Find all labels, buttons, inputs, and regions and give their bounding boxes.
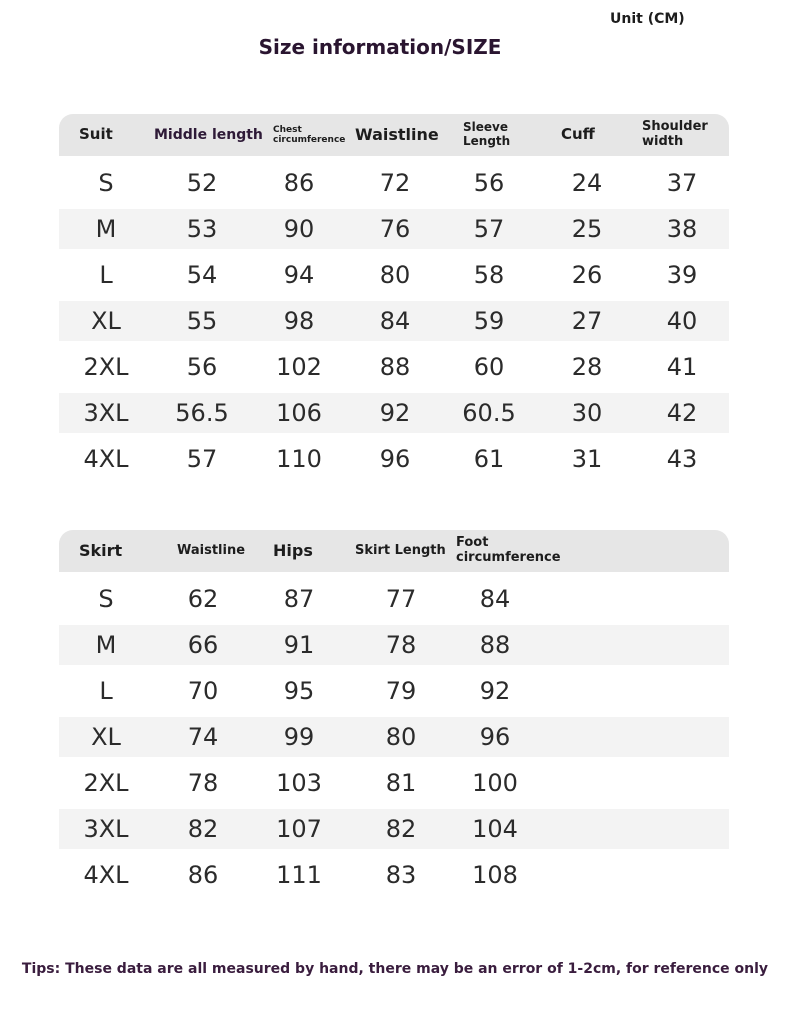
header-cell: Cuff: [561, 125, 595, 144]
table-row: [59, 579, 729, 619]
header-cell: Sleeve Length: [463, 120, 511, 148]
measurement-cell: 25: [571, 215, 603, 243]
measurement-cell: 79: [385, 677, 417, 705]
measurement-cell: 83: [385, 861, 417, 889]
measurement-cell: 55: [186, 307, 218, 335]
measurement-cell: 70: [187, 677, 219, 705]
table-row: [59, 671, 729, 711]
measurement-cell: 62: [187, 585, 219, 613]
measurement-cell: 37: [666, 169, 698, 197]
measurement-cell: 77: [385, 585, 417, 613]
table-header: [59, 114, 729, 156]
size-label-cell: L: [99, 677, 113, 705]
measurement-cell: 84: [479, 585, 511, 613]
table-row: [59, 163, 729, 203]
measurement-cell: 41: [666, 353, 698, 381]
table-row: [59, 855, 729, 895]
measurement-cell: 52: [186, 169, 218, 197]
measurement-cell: 84: [379, 307, 411, 335]
measurement-cell: 58: [473, 261, 505, 289]
header-cell: Suit: [79, 125, 113, 144]
measurement-cell: 91: [283, 631, 315, 659]
measurement-cell: 90: [283, 215, 315, 243]
measurement-cell: 57: [186, 445, 218, 473]
measurement-cell: 86: [283, 169, 315, 197]
header-cell: Waistline: [177, 542, 246, 558]
measurement-cell: 96: [379, 445, 411, 473]
measurement-cell: 40: [666, 307, 698, 335]
measurement-cell: 53: [186, 215, 218, 243]
size-label-cell: M: [95, 631, 117, 659]
measurement-cell: 108: [472, 861, 518, 889]
measurement-cell: 98: [283, 307, 315, 335]
measurement-cell: 111: [276, 861, 322, 889]
measurement-cell: 76: [379, 215, 411, 243]
measurement-cell: 102: [276, 353, 322, 381]
measurement-cell: 107: [276, 815, 322, 843]
header-cell: Hips: [273, 540, 313, 560]
measurement-cell: 88: [379, 353, 411, 381]
measurement-cell: 82: [187, 815, 219, 843]
unit-label: Unit (CM): [610, 11, 685, 27]
measurement-cell: 74: [187, 723, 219, 751]
measurement-cell: 57: [473, 215, 505, 243]
measurement-cell: 56: [186, 353, 218, 381]
size-label-cell: 3XL: [83, 399, 129, 427]
measurement-cell: 56: [473, 169, 505, 197]
measurement-cell: 39: [666, 261, 698, 289]
measurement-cell: 92: [479, 677, 511, 705]
measurement-cell: 42: [666, 399, 698, 427]
table-header: [59, 530, 729, 572]
measurement-cell: 80: [379, 261, 411, 289]
measurement-cell: 60.5: [462, 399, 516, 427]
measurement-cell: 78: [187, 769, 219, 797]
suit-size-table: [59, 114, 729, 479]
measurement-cell: 30: [571, 399, 603, 427]
size-label-cell: XL: [91, 307, 121, 335]
table-row: [59, 209, 729, 249]
measurement-cell: 60: [473, 353, 505, 381]
size-label-cell: M: [95, 215, 117, 243]
header-cell: Skirt Length: [355, 542, 446, 558]
size-label-cell: S: [98, 585, 114, 613]
table-row: [59, 439, 729, 479]
measurement-cell: 104: [472, 815, 518, 843]
size-label-cell: 4XL: [83, 445, 129, 473]
header-cell: Foot circumference: [456, 535, 561, 565]
table-row: [59, 301, 729, 341]
measurement-cell: 99: [283, 723, 315, 751]
measurement-cell: 78: [385, 631, 417, 659]
measurement-cell: 82: [385, 815, 417, 843]
table-row: [59, 255, 729, 295]
size-label-cell: 2XL: [83, 353, 129, 381]
table-row: [59, 717, 729, 757]
table-row: [59, 763, 729, 803]
size-label-cell: 2XL: [83, 769, 129, 797]
header-cell: Skirt: [79, 540, 123, 560]
measurement-cell: 43: [666, 445, 698, 473]
measurement-cell: 103: [276, 769, 322, 797]
size-label-cell: S: [98, 169, 114, 197]
skirt-size-table: [59, 530, 729, 895]
tips-text: Tips: These data are all measured by hand, there may be an error of 1-2cm, for reference only: [21, 961, 769, 977]
measurement-cell: 56.5: [175, 399, 229, 427]
table-row: [59, 347, 729, 387]
measurement-cell: 24: [571, 169, 603, 197]
measurement-cell: 54: [186, 261, 218, 289]
measurement-cell: 94: [283, 261, 315, 289]
measurement-cell: 59: [473, 307, 505, 335]
measurement-cell: 88: [479, 631, 511, 659]
measurement-cell: 86: [187, 861, 219, 889]
table-row: [59, 809, 729, 849]
measurement-cell: 26: [571, 261, 603, 289]
size-label-cell: L: [99, 261, 113, 289]
measurement-cell: 38: [666, 215, 698, 243]
table-row: [59, 625, 729, 665]
size-label-cell: XL: [91, 723, 121, 751]
header-cell: Waistline: [355, 124, 439, 144]
measurement-cell: 61: [473, 445, 505, 473]
measurement-cell: 72: [379, 169, 411, 197]
header-cell: Shoulder width: [642, 119, 708, 149]
measurement-cell: 27: [571, 307, 603, 335]
measurement-cell: 106: [276, 399, 322, 427]
measurement-cell: 28: [571, 353, 603, 381]
table-row: [59, 393, 729, 433]
header-cell: Chest circumference: [273, 124, 346, 145]
measurement-cell: 87: [283, 585, 315, 613]
measurement-cell: 31: [571, 445, 603, 473]
measurement-cell: 81: [385, 769, 417, 797]
measurement-cell: 66: [187, 631, 219, 659]
header-cell: Middle length: [154, 126, 263, 143]
measurement-cell: 96: [479, 723, 511, 751]
size-label-cell: 3XL: [83, 815, 129, 843]
page-title: Size information/SIZE: [258, 35, 502, 59]
measurement-cell: 95: [283, 677, 315, 705]
measurement-cell: 80: [385, 723, 417, 751]
measurement-cell: 100: [472, 769, 518, 797]
measurement-cell: 92: [379, 399, 411, 427]
size-label-cell: 4XL: [83, 861, 129, 889]
measurement-cell: 110: [276, 445, 322, 473]
